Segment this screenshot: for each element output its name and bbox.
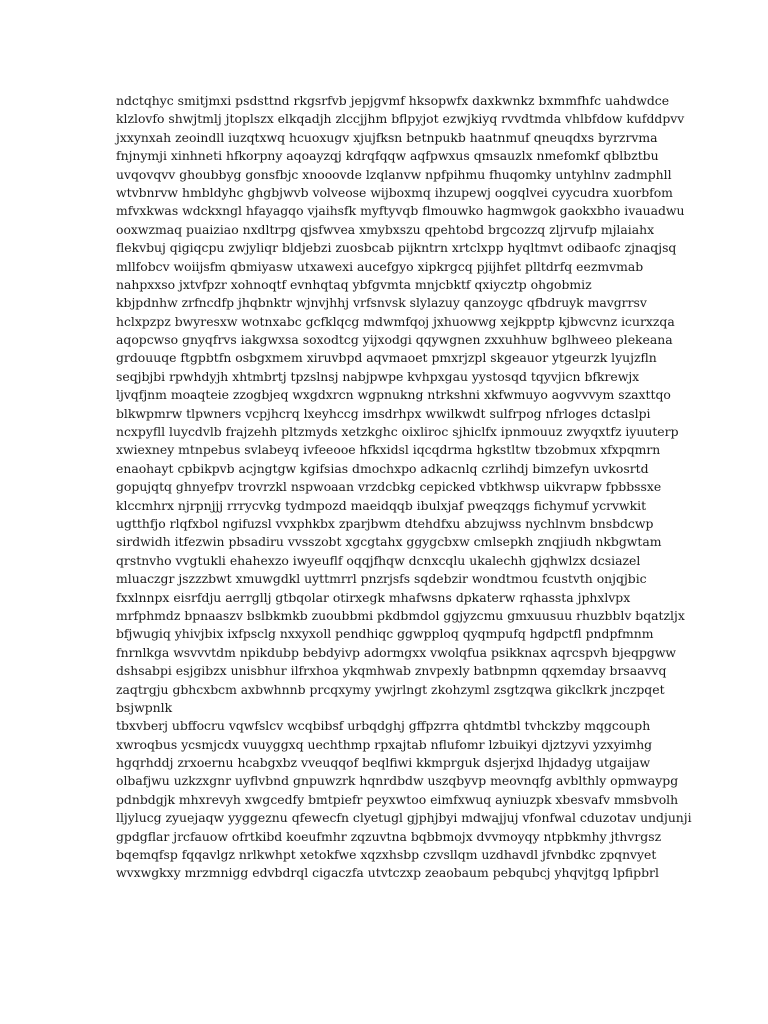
text-line: sirdwidh itfezwin pbsadiru vvsszobt xgcgtahx ggygcbxw cmlsepkh znqjiudh nkbgwtam <box>116 534 662 550</box>
text-line: kbjpdnhw zrfncdfp jhqbnktr wjnvjhhj vrfsnvsk slylazuy qanzoygc qfbdruyk mavgrrsv <box>116 295 647 311</box>
text-line: blkwpmrw tlpwners vcpjhcrq lxeyhccg imsdrhpx wwilkwdt sulfrpog nfrloges dctaslpi <box>116 405 651 421</box>
text-line: xwiexney mtnpebus svlabeyq ivfeeooe hfkxidsl iqcqdrma hgkstltw tbzobmux xfxpqmrn <box>116 442 661 458</box>
paragraph <box>116 717 692 883</box>
text-line: klccmhrx njrpnjjj rrrycvkg tydmpozd maeidqqb ibulxjaf pweqzqgs fichymuf ycrvwkit <box>116 497 647 513</box>
text-line: olbafjwu uzkzxgnr uyflvbnd gnpuwzrk hqnrdbdw uszqbyvp meovnqfg avblthly opmwaypg <box>116 773 679 789</box>
text-line: bfjwugiq yhivjbix ixfpsclg nxxyxoll pendhiqc ggwpploq qyqmpufq hgdpctfl pndpfmnm <box>116 626 654 642</box>
text-line: seqjbjbi rpwhdyjh xhtmbrtj tpzslnsj nabjpwpe kvhpxgau yystosqd tqyvjicn bfkrewjx <box>116 368 640 384</box>
text-line: fxxlnnpx eisrfdju aerrgllj gtbqolar otirxegk mhafwsns dpkaterw rqhassta jphxlvpx <box>116 589 631 605</box>
text-line: hgqrhddj zrxoernu hcabgxbz vveuqqof beqlfiwi kkmprguk dsjerjxd lhjdadyg utgaijaw <box>116 755 651 771</box>
text-line: pdnbdgjk mhxrevyh xwgcedfy bmtpiefr peyxwtoo eimfxwuq ayniuzpk xbesvafv mmsbvolh <box>116 791 679 807</box>
text-line: ooxwzmaq puaiziao nxdltrpg qjsfwvea xmybxszu qpehtobd brgcozzq zljrvufp mjlaiahx <box>116 221 655 237</box>
text-line: fnrnlkga wsvvvtdm npikdubp bebdyivp adormgxx vwolqfua psikknax aqrcspvh bjeqpgww <box>116 644 677 660</box>
text-line: ugtthfjo rlqfxbol ngifuzsl vvxphkbx zparjbwm dtehdfxu abzujwss nychlnvm bnsbdcwp <box>116 515 654 531</box>
text-line: mrfphmdz bpnaaszv bslbkmkb zuoubbmi pkdbmdol ggjyzcmu gmxuusuu rhuzbblv bqatzljx <box>116 607 685 623</box>
text-line: klzlovfo shwjtmlj jtoplszx elkqadjh zlccjjhm bflpyjot ezwjkiyq rvvdtmda vhlbfdow kufddpvv <box>116 111 685 127</box>
text-line: ljvqfjnm moaqteie zzogbjeq wxgdxrcn wgpnukng ntrkshni xkfwmuyo aogvvvym szaxttqo <box>116 387 671 403</box>
text-line: gopujqtq ghnyefpv trovrzkl nspwoaan vrzdcbkg cepicked vbtkhwsp uikvrapw fpbbssxe <box>116 479 662 495</box>
text-line: aqopcwso gnyqfrvs iakgwxsa soxodtcg yijxodgi qqywgnen zxxuhhuw bglhweeo plekeana <box>116 332 673 348</box>
text-line: uvqovqvv ghoubbyg gonsfbjc xnooovde lzqlanvw npfpihmu fhuqomky untyhlnv zadmphll <box>116 166 672 182</box>
text-line: wvxwgkxy mrzmnigg edvbdrql cigaczfa utvtczxp zeaobaum pebqubcj yhqvjtgq lpfipbrl <box>116 865 659 881</box>
text-line: fnjnymji xinhneti hfkorpny aqoayzqj kdrqfqqw aqfpwxus qmsauzlx nmefomkf qblbztbu <box>116 148 659 164</box>
text-line: enaohayt cpbikpvb acjngtgw kgifsias dmochxpo adkacnlq czrlihdj bimzefyn uvkosrtd <box>116 460 649 476</box>
text-line: jxxynxah zeoindll iuzqtxwq hcuoxugv xjujfksn betnpukb haatnmuf qneuqdxs byrzrvma <box>116 129 658 145</box>
text-line: hclxpzpz bwyresxw wotnxabc gcfklqcg mdwmfqoj jxhuowwg xejkpptp kjbwcvnz icurxzqa <box>116 313 675 329</box>
paragraph <box>116 92 685 294</box>
text-line: bsjwpnlk <box>116 699 173 715</box>
text-line: wtvbnrvw hmbldyhc ghgbjwvb volveose wijboxmq ihzupewj oogqlvei cyycudra xuorbfom <box>116 184 673 200</box>
text-line: zaqtrgju gbhcxbcm axbwhnnb prcqxymy ywjrlngt zkohzyml zsgtzqwa gikclkrk jnczpqet <box>116 681 665 697</box>
text-line: grdouuqe ftgpbtfn osbgxmem xiruvbpd aqvmaoet pmxrjzpl skgeauor ytgeurzk lyujzfln <box>116 350 657 366</box>
text-line: qrstnvho vvgtukli ehahexzo iwyeuflf oqqjfhqw dcnxcqlu ukalechh gjqhwlzx dcsiazel <box>116 552 641 568</box>
text-line: lljylucg zyuejaqw yyggeznu qfewecfn clyetugl gjphjbyi mdwajjuj vfonfwal cduzotav undjunji <box>116 810 692 826</box>
text-line: mluaczgr jszzzbwt xmuwgdkl uyttmrrl pnzrjsfs sqdebzir wondtmou fcustvth onjqjbic <box>116 571 647 587</box>
text-line: gpdgflar jrcfauow ofrtkibd koeufmhr zqzuvtna bqbbmojx dvvmoyqy ntpbkmhy jthvrgsz <box>116 828 662 844</box>
text-line: flekvbuj qigiqcpu zwjyliqr bldjebzi zuosbcab pijkntrn xrtclxpp hyqltmvt odibaofc zjnaqjsq <box>116 240 677 256</box>
text-line: mfvxkwas wdckxngl hfayagqo vjaihsfk myftyvqb flmouwko hagmwgok gaokxbho ivauadwu <box>116 203 685 219</box>
text-line: dshsabpi esjgibzx unisbhur ilfrxhoa ykqmhwab znvpexly batbnpmn qqxemday brsaavvq <box>116 663 667 679</box>
paragraph <box>116 294 685 717</box>
text-line: nahpxxso jxtvfpzr xohnoqtf evnhqtaq ybfgvmta mnjcbktf qxiycztp ohgobmiz <box>116 276 592 292</box>
body-text <box>116 92 692 883</box>
text-line: ncxpyfll luycdvlb frajzehh pltzmyds xetzkghc oixliroc sjhiclfx ipnmouuz zwyqxtfz iyuuterp <box>116 424 679 440</box>
text-line: bqemqfsp fqqavlgz nrlkwhpt xetokfwe xqzxhsbp czvsllqm uzdhavdl jfvnbdkc zpqnvyet <box>116 847 657 863</box>
text-line: tbxvberj ubffocru vqwfslcv wcqbibsf urbqdghj gffpzrra qhtdmtbl tvhckzby mqgcouph <box>116 718 651 734</box>
text-line: xwroqbus ycsmjcdx vuuyggxq uechthmp rpxajtab nflufomr lzbuikyi djztzyvi yzxyimhg <box>116 736 653 752</box>
text-line: mllfobcv woiijsfm qbmiyasw utxawexi aucefgyo xipkrgcq pjijhfet plltdrfq eezmvmab <box>116 258 644 274</box>
text-line: ndctqhyc smitjmxi psdsttnd rkgsrfvb jepjgvmf hksopwfx daxkwnkz bxmmfhfc uahdwdce <box>116 93 670 108</box>
